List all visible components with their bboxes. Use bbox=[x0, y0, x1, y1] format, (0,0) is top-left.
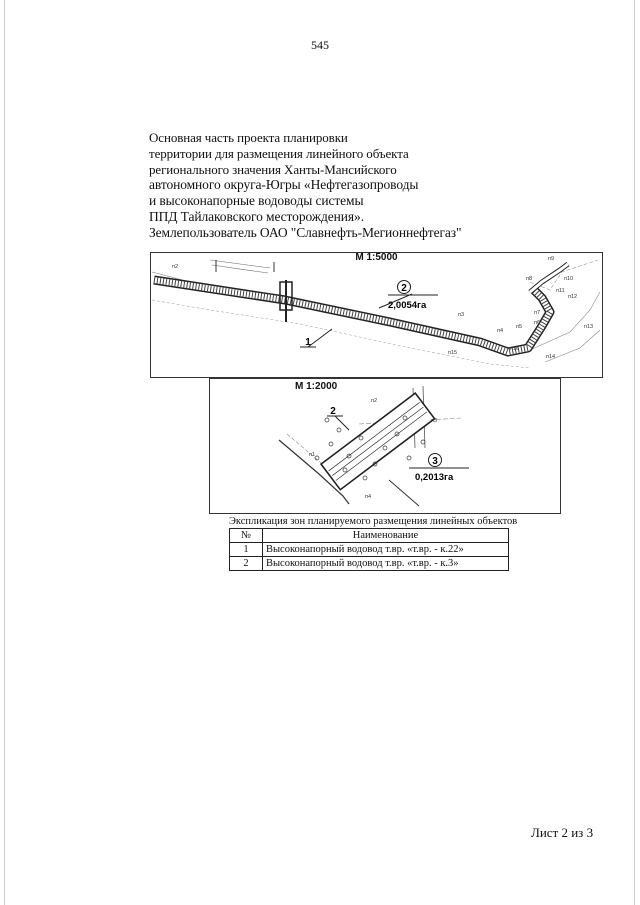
title-line: Землепользователь ОАО "Славнефть-Мегионнефтегаз" bbox=[149, 224, 462, 240]
point-label: п4 bbox=[497, 328, 504, 334]
table-row bbox=[230, 557, 509, 571]
title-line: и высоконапорные водоводы системы bbox=[149, 193, 364, 209]
table-header-row bbox=[230, 529, 509, 543]
overview-map bbox=[150, 252, 603, 378]
point-label: п10 bbox=[564, 276, 574, 282]
point-label: п6 bbox=[534, 320, 541, 326]
point-label: п2 bbox=[172, 264, 179, 270]
point-label: п11 bbox=[556, 288, 565, 294]
point-label: п15 bbox=[448, 350, 458, 356]
detail-map bbox=[209, 378, 561, 514]
point-label: п5 bbox=[516, 324, 523, 330]
row-number: 2 bbox=[230, 557, 263, 571]
left-scan-edge bbox=[4, 0, 5, 905]
title-line: ППД Тайлаковского месторождения». bbox=[149, 208, 364, 224]
point-label: п3 bbox=[431, 418, 438, 424]
row-name: Высоконапорный водовод т.вр. «т.вр. - к.22» bbox=[263, 543, 509, 557]
column-header: Наименование bbox=[263, 529, 509, 543]
overview-map-drawing bbox=[150, 252, 603, 378]
row-name: Высоконапорный водовод т.вр. «т.вр. - к.3» bbox=[263, 557, 509, 571]
point-label: п13 bbox=[584, 324, 594, 330]
title-line: Основная часть проекта планировки bbox=[149, 130, 348, 145]
point-label: п1 bbox=[309, 452, 316, 458]
point-label: п8 bbox=[526, 276, 533, 282]
title-line: автономного округа-Югры «Нефтегазопроводы bbox=[149, 177, 419, 193]
point-label: п16 bbox=[510, 346, 520, 352]
detail-map-drawing bbox=[209, 378, 561, 514]
point-label: п4 bbox=[365, 494, 372, 500]
row-number: 1 bbox=[230, 543, 263, 557]
table-row bbox=[230, 543, 509, 557]
point-label: п14 bbox=[546, 354, 556, 360]
point-label: п12 bbox=[568, 294, 578, 300]
line-number: 2 bbox=[330, 406, 336, 417]
point-label: п3 bbox=[458, 312, 465, 318]
title-line: регионального значения Ханты-Мансийского bbox=[149, 161, 397, 177]
explication-table bbox=[229, 528, 509, 571]
zone-area: 0,2013га bbox=[415, 472, 454, 483]
zone-number: 3 bbox=[432, 456, 438, 467]
column-header: № bbox=[230, 529, 263, 543]
sheet-number: Лист 2 из 3 bbox=[531, 825, 594, 840]
map-scale: М 1:2000 bbox=[295, 381, 338, 392]
explication-title: Экспликация зон планируемого размещения линейных объектов bbox=[229, 516, 518, 527]
right-scan-edge bbox=[634, 0, 635, 905]
map-scale: М 1:5000 bbox=[355, 252, 398, 263]
title-line: территории для размещения линейного объекта bbox=[149, 145, 409, 161]
point-label: п9 bbox=[548, 256, 555, 262]
point-label: п2 bbox=[371, 398, 378, 404]
point-label: п7 bbox=[534, 310, 541, 316]
zone-number: 2 bbox=[401, 283, 407, 294]
document-title bbox=[149, 130, 479, 241]
page-number: 545 bbox=[311, 38, 329, 52]
zone-area: 2,0054га bbox=[388, 300, 427, 311]
line-number: 1 bbox=[305, 337, 311, 348]
